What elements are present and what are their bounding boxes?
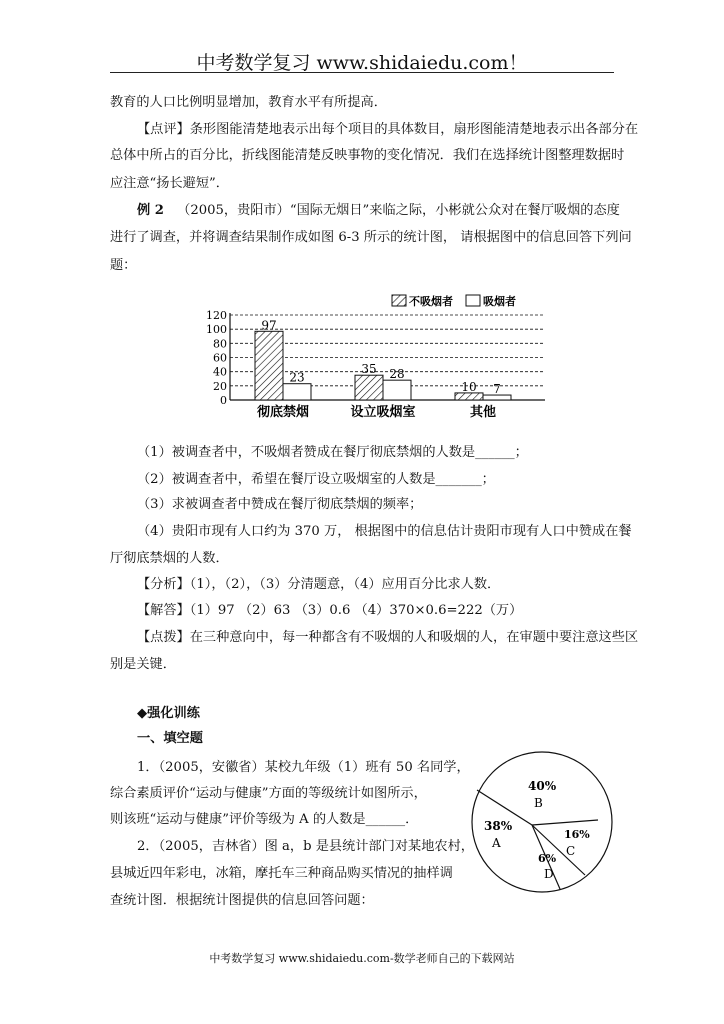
legend-swatch-nonsmoker	[392, 295, 406, 306]
fill-question-2: 查统计图．根据统计图提供的信息回答问题：	[110, 893, 374, 908]
y-tick-label: 40	[213, 365, 227, 379]
bar-value-label: 35	[361, 362, 377, 377]
tip-line: 别是关键．	[110, 657, 176, 672]
pie-label-d-letter: D	[544, 867, 554, 881]
fill-question-2: 2．（2005，吉林省）图 a，b 是县统计部门对某地农村，	[137, 839, 474, 854]
pie-label-b-letter: B	[534, 796, 543, 810]
page-footer: 中考数学复习 www.shidaiedu.com-数学老师自己的下载网站	[209, 952, 515, 965]
category-label: 彻底禁烟	[256, 405, 310, 420]
legend-label-nonsmoker: 不吸烟者	[409, 295, 453, 308]
y-tick-label: 120	[206, 309, 227, 322]
text-line: 教育的人口比例明显增加，教育水平有所提高．	[110, 95, 387, 110]
example-2-label: 例 2	[137, 203, 164, 218]
question-3: （3）求被调查者中赞成在餐厅彻底禁烟的频率；	[137, 497, 423, 512]
category-label: 设立吸烟室	[350, 405, 416, 420]
pie-label-c-pct: 16%	[564, 828, 590, 841]
pie-label-a-letter: A	[492, 836, 501, 850]
y-tick-label: 80	[213, 337, 227, 351]
tip-line: 【点拨】在三种意向中，每一种都含有不吸烟的人和吸烟的人，在审题中要注意这些区	[137, 630, 639, 645]
pie-label-a-pct: 38%	[484, 819, 513, 833]
bar-value-label: 7	[493, 382, 501, 397]
example-2-line: 题：	[110, 258, 137, 273]
bar-吸烟者	[283, 384, 311, 400]
chart-y-ticks	[206, 309, 227, 407]
y-tick-label: 20	[213, 379, 227, 393]
section-heading: ◆强化训练	[137, 706, 200, 721]
pie-label-d-pct: 6%	[538, 852, 557, 865]
comment-line: 总体中所占的百分比，折线图能清楚反映事物的变化情况．我们在选择统计图整理数据时	[110, 148, 625, 163]
chart-categories	[257, 404, 496, 420]
answer-line: 【解答】（1）97 （2）63 （3）0.6 （4）370×0.6=222（万）	[137, 603, 523, 618]
bar-chart	[200, 290, 560, 425]
question-2: （2）被调查者中，希望在餐厅设立吸烟室的人数是_______；	[137, 472, 495, 487]
fill-question-1: 综合素质评价“运动与健康”方面的等级统计如图所示，	[110, 786, 427, 801]
bar-吸烟者	[383, 380, 411, 400]
category-label: 其他	[469, 405, 497, 420]
pie-chart	[470, 750, 620, 900]
fill-question-1: 1．（2005，安徽省）某校九年级（1）班有 50 名同学，	[137, 760, 470, 775]
subsection-heading: 一、填空题	[137, 731, 203, 746]
bar-不吸烟者	[255, 331, 283, 400]
bar-不吸烟者	[355, 375, 383, 400]
comment-line: 【点评】条形图能清楚地表示出每个项目的具体数目，扇形图能清楚地表示出各部分在	[137, 122, 639, 137]
header-rule	[110, 72, 614, 73]
bar-value-label: 28	[389, 367, 405, 382]
analysis-line: 【分析】（1），（2），（3）分清题意，（4）应用百分比求人数．	[137, 577, 501, 592]
question-4: （4）贵阳市现有人口约为 370 万， 根据图中的信息估计贵阳市现有人口中赞成在餐	[137, 524, 632, 539]
bar-value-label: 10	[461, 379, 477, 394]
chart-legend	[392, 294, 516, 308]
pie-label-b-pct: 40%	[528, 779, 557, 793]
fill-question-1: 则该班“运动与健康”评价等级为 A 的人数是______．	[110, 812, 419, 827]
question-1: （1）被调查者中，不吸烟者赞成在餐厅彻底禁烟的人数是______；	[137, 445, 528, 460]
y-tick-label: 100	[206, 323, 227, 337]
legend-label-smoker: 吸烟者	[483, 295, 516, 308]
example-2-text: （2005，贵阳市）“国际无烟日”来临之际，小彬就公众对在餐厅吸烟的态度	[177, 203, 620, 218]
y-tick-label: 0	[220, 394, 227, 407]
example-2-line: 进行了调查，并将调查结果制作成如图 6-3 所示的统计图， 请根据图中的信息回答下列问	[110, 230, 632, 245]
pie-label-c-letter: C	[566, 844, 576, 858]
legend-swatch-smoker	[466, 295, 480, 306]
example-2-line	[137, 203, 620, 219]
bar-value-label: 97	[261, 318, 277, 333]
y-tick-label: 60	[213, 351, 227, 365]
question-4-cont: 厅彻底禁烟的人数．	[110, 551, 229, 566]
bar-value-label: 23	[289, 370, 305, 385]
fill-question-2: 县城近四年彩电，冰箱，摩托车三种商品购买情况的抽样调	[110, 866, 453, 881]
bar-不吸烟者	[455, 393, 483, 400]
page-header-title: 中考数学复习 www.shidaiedu.com！	[196, 52, 528, 74]
comment-line: 应注意“扬长避短”．	[110, 176, 229, 191]
